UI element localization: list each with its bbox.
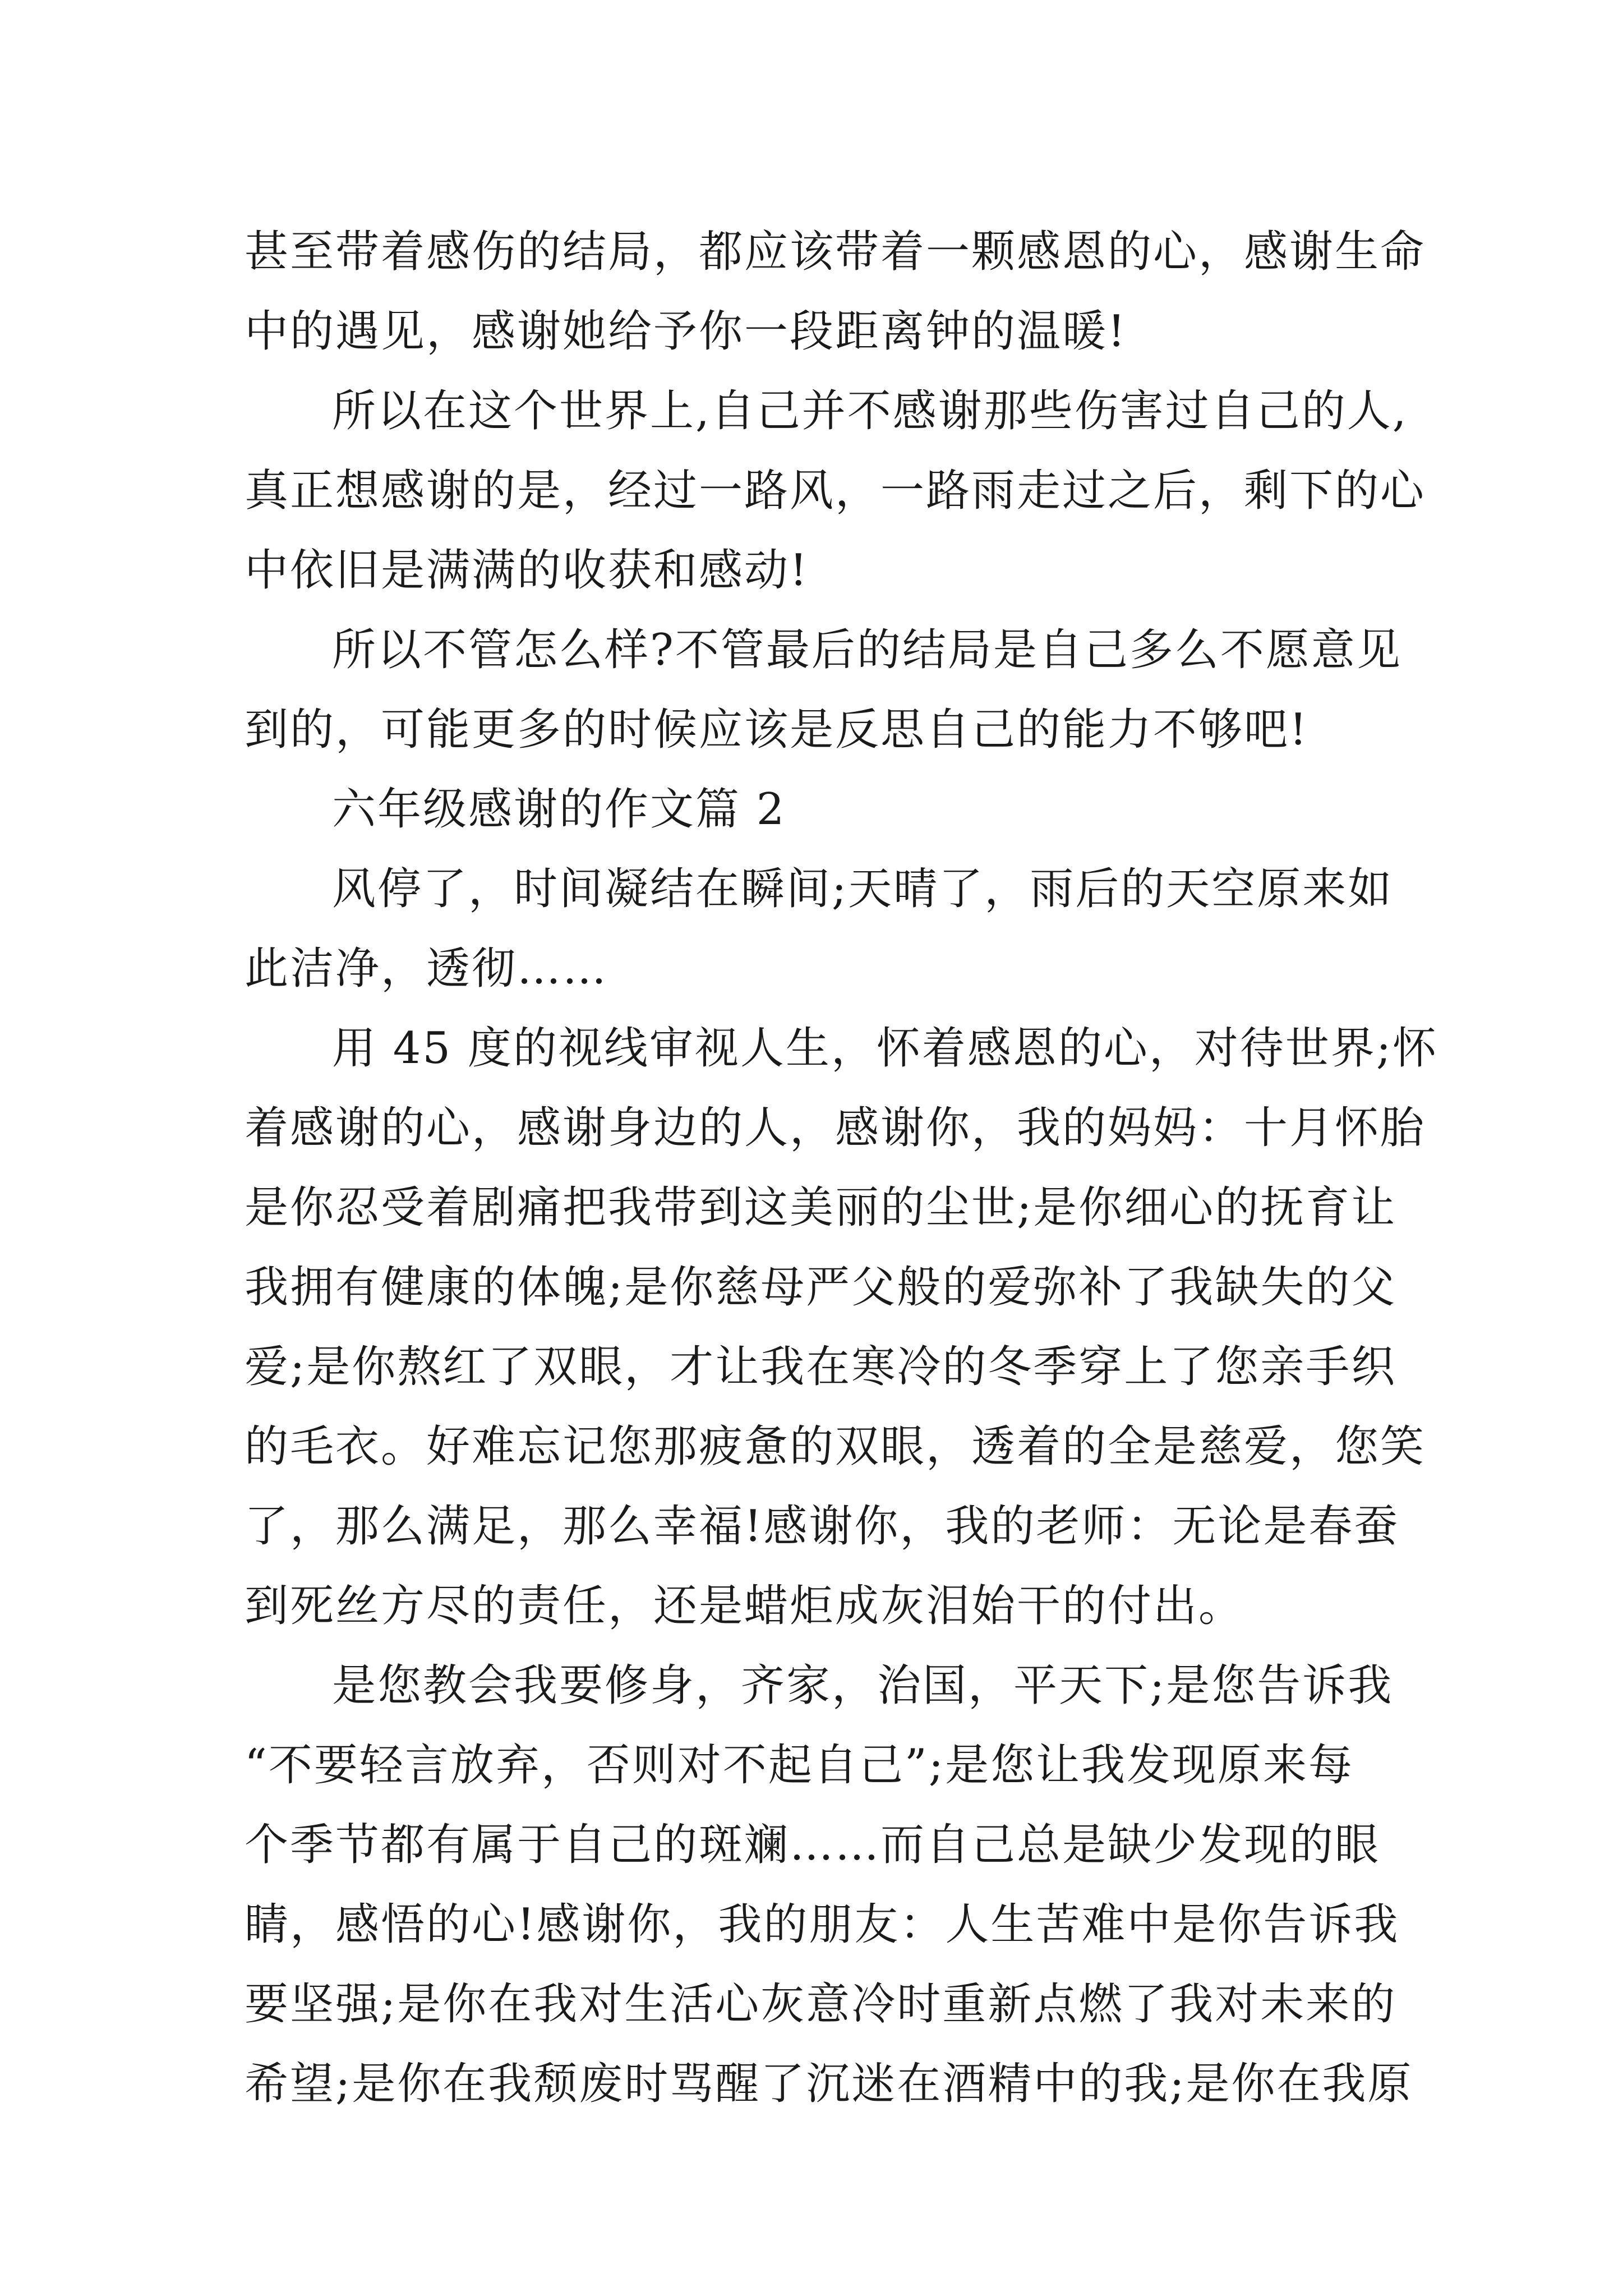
text-line: 用 45 度的视线审视人生，怀着感恩的心，对待世界;怀 [332, 1023, 1438, 1074]
text-line: 是你忍受着剧痛把我带到这美丽的尘世;是你细心的抚育让 [245, 1182, 1397, 1233]
text-line: 中依旧是满满的收获和感动! [245, 545, 809, 596]
text-line: 的毛衣。好难忘记您那疲惫的双眼，透着的全是慈爱，您笑 [245, 1421, 1426, 1472]
text-line: 六年级感谢的作文篇 2 [332, 784, 786, 835]
essay-body [245, 212, 1438, 2124]
text-line: “不要轻言放弃，否则对不起自己”;是您让我发现原来每 [245, 1740, 1354, 1791]
text-line: 到死丝方尽的责任，还是蜡炬成灰泪始干的付出。 [245, 1581, 1244, 1631]
text-line: 着感谢的心，感谢身边的人，感谢你，我的妈妈：十月怀胎 [245, 1103, 1426, 1153]
text-line: 到的，可能更多的时候应该是反思自己的能力不够吧! [245, 705, 1309, 755]
text-line: 了，那么满足，那么幸福!感谢你，我的老师：无论是春蚕 [245, 1501, 1400, 1552]
text-line: 是您教会我要修身，齐家，治国，平天下;是您告诉我 [332, 1660, 1394, 1711]
text-line: 此洁净，透彻…… [245, 944, 608, 994]
text-line: 所以在这个世界上,自己并不感谢那些伤害过自己的人, [332, 386, 1408, 436]
text-line: 希望;是你在我颓废时骂醒了沉迷在酒精中的我;是你在我原 [245, 2059, 1413, 2109]
text-line: 我拥有健康的体魄;是你慈母严父般的爱弥补了我缺失的父 [245, 1262, 1397, 1313]
text-line: 个季节都有属于自己的斑斓……而自己总是缺少发现的眼 [245, 1820, 1381, 1870]
text-line: 要坚强;是你在我对生活心灰意冷时重新点燃了我对未来的 [245, 1979, 1397, 2030]
text-line: 甚至带着感伤的结局，都应该带着一颗感恩的心，感谢生命 [245, 227, 1426, 277]
text-line: 真正想感谢的是，经过一路风，一路雨走过之后，剩下的心 [245, 466, 1426, 516]
text-line: 睛，感悟的心!感谢你，我的朋友：人生苦难中是你告诉我 [245, 1899, 1400, 1950]
text-line: 风停了，时间凝结在瞬间;天晴了，雨后的天空原来如 [332, 864, 1394, 914]
text-line: 所以不管怎么样?不管最后的结局是自己多么不愿意见 [332, 625, 1402, 675]
text-line: 中的遇见，感谢她给予你一段距离钟的温暖! [245, 306, 1127, 357]
text-line: 爱;是你熬红了双眼，才让我在寒冷的冬季穿上了您亲手织 [245, 1342, 1397, 1392]
